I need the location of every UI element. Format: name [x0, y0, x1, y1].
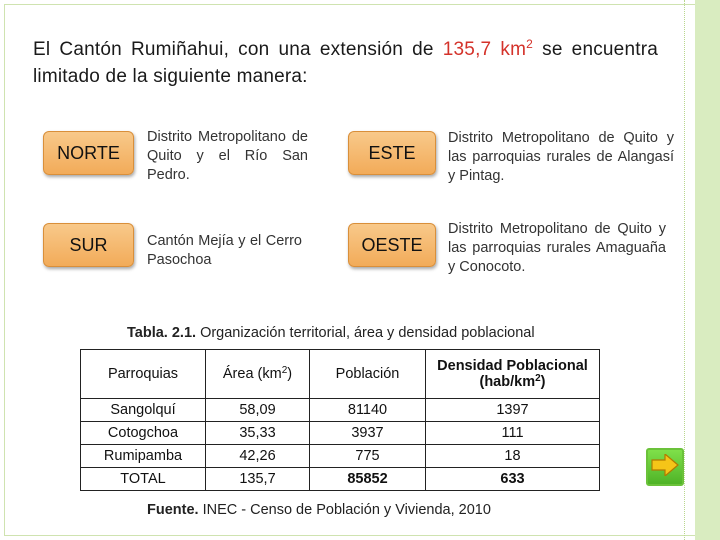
- table-row: [81, 399, 600, 422]
- territory-table: [80, 349, 600, 491]
- decorative-rule: [684, 0, 685, 540]
- cell-area: 35,33: [206, 422, 310, 445]
- header-area: Área $(km^2)$: [206, 350, 310, 399]
- cell-poblacion: 81140: [310, 399, 426, 422]
- cell-area: 135,7: [206, 468, 310, 491]
- cell-parroquia: Rumipamba: [81, 445, 206, 468]
- cell-poblacion: 775: [310, 445, 426, 468]
- table-header-row: [81, 350, 600, 399]
- next-slide-button[interactable]: [646, 448, 684, 486]
- table-row: [81, 422, 600, 445]
- cell-parroquia: TOTAL: [81, 468, 206, 491]
- oeste-description: Distrito Metropolitano de Quito y las parroquias rurales Amaguaña y Conocoto.: [448, 221, 666, 275]
- cell-parroquia: Cotogchoa: [81, 422, 206, 445]
- oeste-label: OESTE: [348, 223, 436, 267]
- table-total-row: [81, 468, 600, 491]
- cell-parroquia: Sangolquí: [81, 399, 206, 422]
- este-label: ESTE: [348, 131, 436, 175]
- cell-area: 58,09: [206, 399, 310, 422]
- cell-poblacion: 85852: [310, 468, 426, 491]
- area-highlight: 135,7 $km^2$: [442, 37, 534, 60]
- norte-label: NORTE: [43, 131, 134, 175]
- source-note: Fuente. INEC - Censo de Población y Vivienda, 2010: [147, 502, 491, 518]
- este-description: Distrito Metropolitano de Quito y las parroquias rurales de Alangasí y Pintag.: [448, 130, 674, 184]
- cell-densidad: 111: [426, 422, 600, 445]
- arrow-right-icon: [651, 454, 679, 481]
- header-poblacion: Población: [310, 350, 426, 399]
- cell-densidad: 633: [426, 468, 600, 491]
- intro-paragraph: El Cantón Rumiñahui, con una extensión de 135,7 $km^2$ se encuentra limitado de la siguiente manera:: [33, 37, 658, 87]
- sur-label: SUR: [43, 223, 134, 267]
- header-densidad: Densidad Poblacional $(hab/km^2)$: [426, 350, 600, 399]
- side-band: [695, 0, 720, 540]
- table-row: [81, 445, 600, 468]
- norte-description: Distrito Metropolitano de Quito y el Río San Pedro.: [147, 129, 308, 183]
- cell-densidad: 18: [426, 445, 600, 468]
- cell-area: 42,26: [206, 445, 310, 468]
- table-caption: Tabla. 2.1. Organización territorial, área y densidad poblacional: [127, 325, 535, 341]
- cell-poblacion: 3937: [310, 422, 426, 445]
- sur-description: Cantón Mejía y el Cerro Pasochoa: [147, 233, 302, 268]
- header-parroquias: Parroquias: [81, 350, 206, 399]
- cell-densidad: 1397: [426, 399, 600, 422]
